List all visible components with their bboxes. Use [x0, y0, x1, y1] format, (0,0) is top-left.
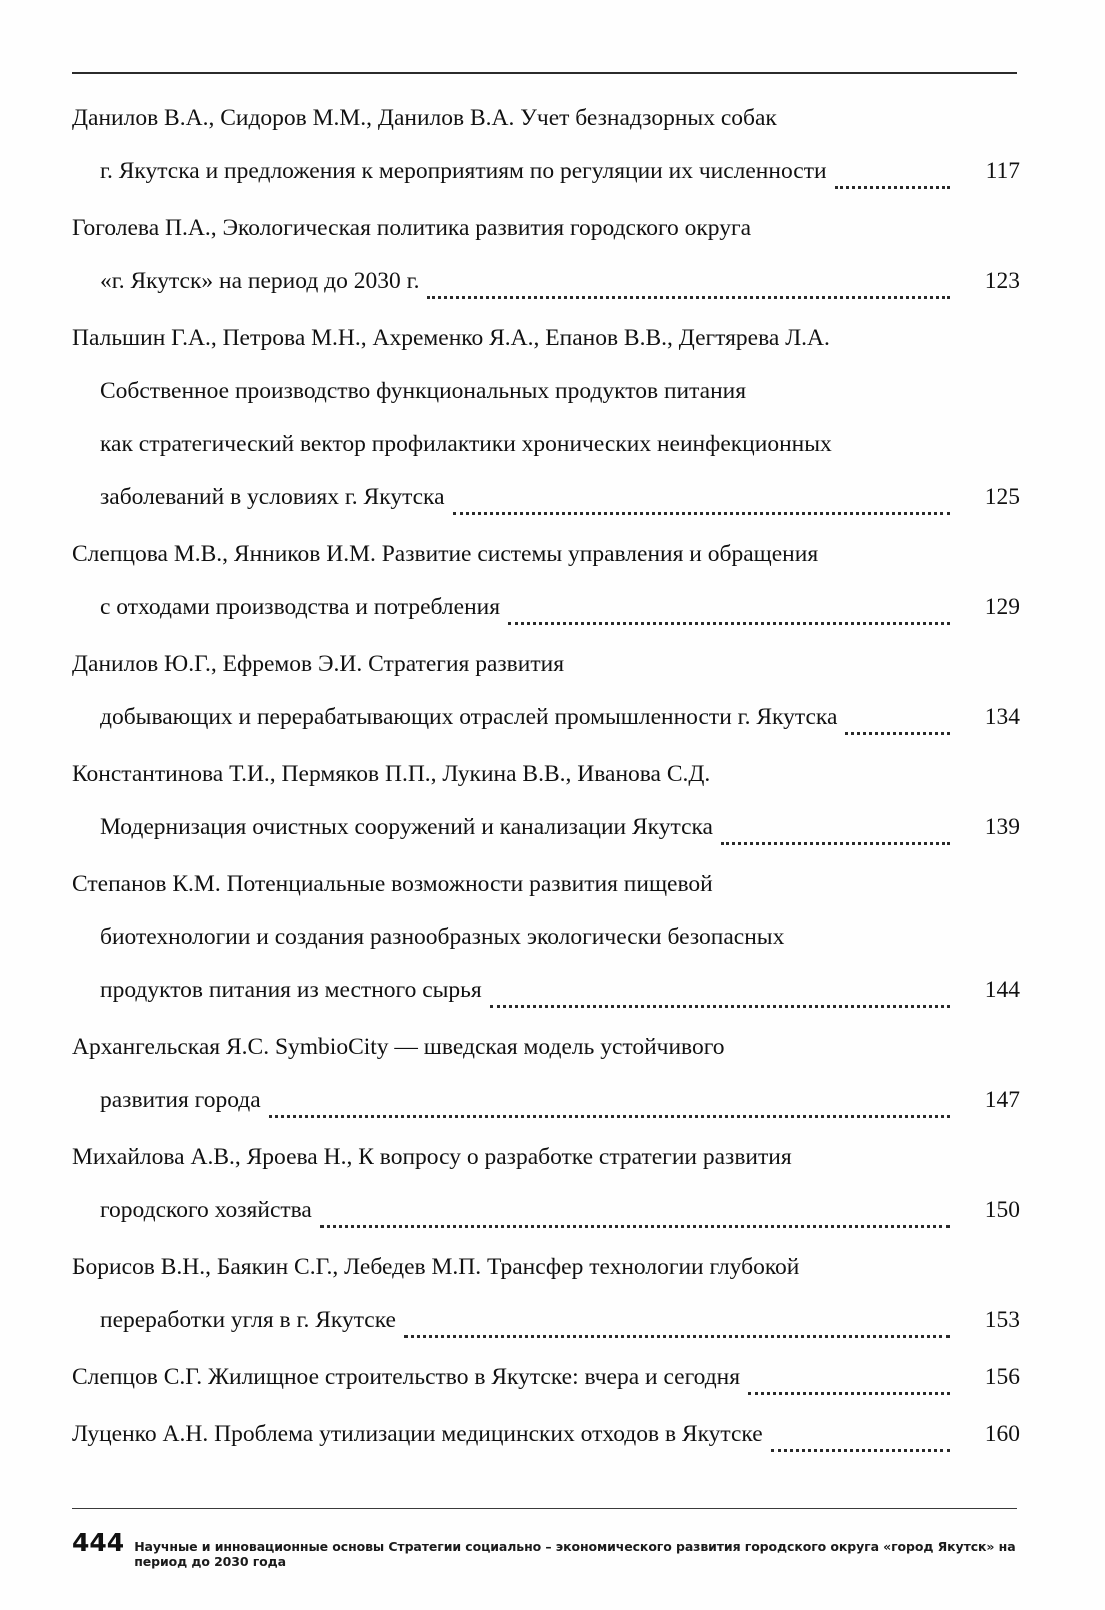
toc-entry-title: продуктов питания из местного сырья	[100, 977, 482, 1003]
toc-leader-dots	[748, 1392, 950, 1395]
toc-page-number: 125	[984, 484, 1020, 510]
toc-line	[72, 312, 1020, 365]
toc-line	[72, 418, 1020, 471]
toc-entry-title: с отходами производства и потребления	[100, 594, 501, 620]
toc-line	[72, 255, 1020, 308]
toc-leader-dots	[508, 622, 950, 625]
toc-entry-title: Модернизация очистных сооружений и канализации Якутска	[100, 814, 713, 840]
toc-entry-title: Константинова Т.И., Пермяков П.П., Лукина В.В., Иванова С.Д.	[72, 761, 711, 787]
toc-line	[72, 1408, 1020, 1461]
toc-page-number: 160	[984, 1421, 1020, 1447]
toc-leader-dots	[490, 1005, 950, 1008]
toc-line	[72, 1351, 1020, 1404]
toc-entry[interactable]	[72, 748, 1020, 854]
toc-entry-title: добывающих и перерабатывающих отраслей промышленности г. Якутска	[100, 704, 838, 730]
toc-line	[72, 1241, 1020, 1294]
toc-entry-title: Степанов К.М. Потенциальные возможности развития пищевой	[72, 871, 713, 897]
toc-entry-title: Слепцова М.В., Янников И.М. Развитие системы управления и обращения	[72, 541, 819, 567]
toc-line	[72, 92, 1020, 145]
header-rule	[72, 72, 1017, 74]
toc-line	[72, 145, 1020, 198]
toc-page-number: 129	[984, 594, 1020, 620]
toc-page-number: 144	[984, 977, 1020, 1003]
toc-page-number: 156	[984, 1364, 1020, 1390]
toc-page-number: 123	[984, 268, 1020, 294]
toc-entry[interactable]	[72, 202, 1020, 308]
toc-entry-title: Данилов В.А., Сидоров М.М., Данилов В.А. Учет безнадзорных собак	[72, 105, 777, 131]
toc-page-number: 153	[984, 1307, 1020, 1333]
toc-leader-dots	[835, 186, 950, 189]
toc-line	[72, 1131, 1020, 1184]
toc-page-number: 117	[985, 158, 1020, 184]
toc-line	[72, 748, 1020, 801]
toc-entry[interactable]	[72, 312, 1020, 524]
toc-entry-title: Гоголева П.А., Экологическая политика развития городского округа	[72, 215, 752, 241]
toc-entry[interactable]	[72, 1021, 1020, 1127]
toc-entry[interactable]	[72, 1408, 1020, 1461]
toc-entry-title: городского хозяйства	[100, 1197, 312, 1223]
toc-page-number: 147	[984, 1087, 1020, 1113]
toc-line	[72, 638, 1020, 691]
toc-line	[72, 691, 1020, 744]
toc-entry-title: биотехнологии и создания разнообразных экологически безопасных	[100, 924, 785, 950]
toc-entry-title: Архангельская Я.С. SymbioCity — шведская модель устойчивого	[72, 1034, 725, 1060]
toc-entry-title: Собственное производство функциональных продуктов питания	[100, 378, 747, 404]
toc-line	[72, 1294, 1020, 1347]
toc-line	[72, 202, 1020, 255]
toc-line	[72, 911, 1020, 964]
toc-entry-title: Борисов В.Н., Баякин С.Г., Лебедев М.П. Трансфер технологии глубокой	[72, 1254, 800, 1280]
toc-entry[interactable]	[72, 858, 1020, 1017]
footer-rule	[72, 1508, 1017, 1509]
toc-leader-dots	[453, 512, 950, 515]
toc-leader-dots	[845, 732, 950, 735]
toc-entry-title: Слепцов С.Г. Жилищное строительство в Якутске: вчера и сегодня	[72, 1364, 741, 1390]
toc-leader-dots	[404, 1335, 950, 1338]
toc-line	[72, 1074, 1020, 1127]
toc-line	[72, 1184, 1020, 1237]
toc-entry-title: «г. Якутск» на период до 2030 г.	[100, 268, 420, 294]
toc-leader-dots	[320, 1225, 950, 1228]
toc-page-number: 139	[984, 814, 1020, 840]
toc-line	[72, 1021, 1020, 1074]
toc-leader-dots	[721, 842, 950, 845]
footer-caption: Научные и инновационные основы Стратегии социально – экономического развития городского округа «город Якутск» на период до 2030 года	[134, 1539, 1016, 1569]
toc-line	[72, 964, 1020, 1017]
toc-line	[72, 471, 1020, 524]
toc-line	[72, 581, 1020, 634]
toc-page-number: 134	[984, 704, 1020, 730]
toc-entry-title: Луценко А.Н. Проблема утилизации медицинских отходов в Якутске	[72, 1421, 763, 1447]
toc-line	[72, 365, 1020, 418]
toc-entry[interactable]	[72, 638, 1020, 744]
toc-entry-title: Михайлова А.В., Яроева Н., К вопросу о разработке стратегии развития	[72, 1144, 792, 1170]
page-number: 444	[72, 1528, 125, 1557]
toc-entry-title: г. Якутска и предложения к мероприятиям по регуляции их численности	[100, 158, 827, 184]
page-footer	[72, 1528, 1020, 1569]
toc-entry[interactable]	[72, 1351, 1020, 1404]
toc-entry[interactable]	[72, 528, 1020, 634]
toc-line	[72, 801, 1020, 854]
table-of-contents	[72, 92, 1020, 1465]
toc-entry-title: Данилов Ю.Г., Ефремов Э.И. Стратегия развития	[72, 651, 564, 677]
toc-entry-title: Пальшин Г.А., Петрова М.Н., Ахременко Я.А., Епанов В.В., Дегтярева Л.А.	[72, 325, 830, 351]
toc-leader-dots	[269, 1115, 950, 1118]
toc-entry[interactable]	[72, 1131, 1020, 1237]
toc-entry-title: заболеваний в условиях г. Якутска	[100, 484, 445, 510]
toc-line	[72, 528, 1020, 581]
toc-leader-dots	[427, 296, 950, 299]
toc-entry[interactable]	[72, 1241, 1020, 1347]
toc-entry[interactable]	[72, 92, 1020, 198]
toc-entry-title: переработки угля в г. Якутске	[100, 1307, 396, 1333]
toc-leader-dots	[771, 1449, 950, 1452]
toc-entry-title: развития города	[100, 1087, 261, 1113]
toc-line	[72, 858, 1020, 911]
toc-entry-title: как стратегический вектор профилактики хронических неинфекционных	[100, 431, 832, 457]
toc-page-number: 150	[984, 1197, 1020, 1223]
